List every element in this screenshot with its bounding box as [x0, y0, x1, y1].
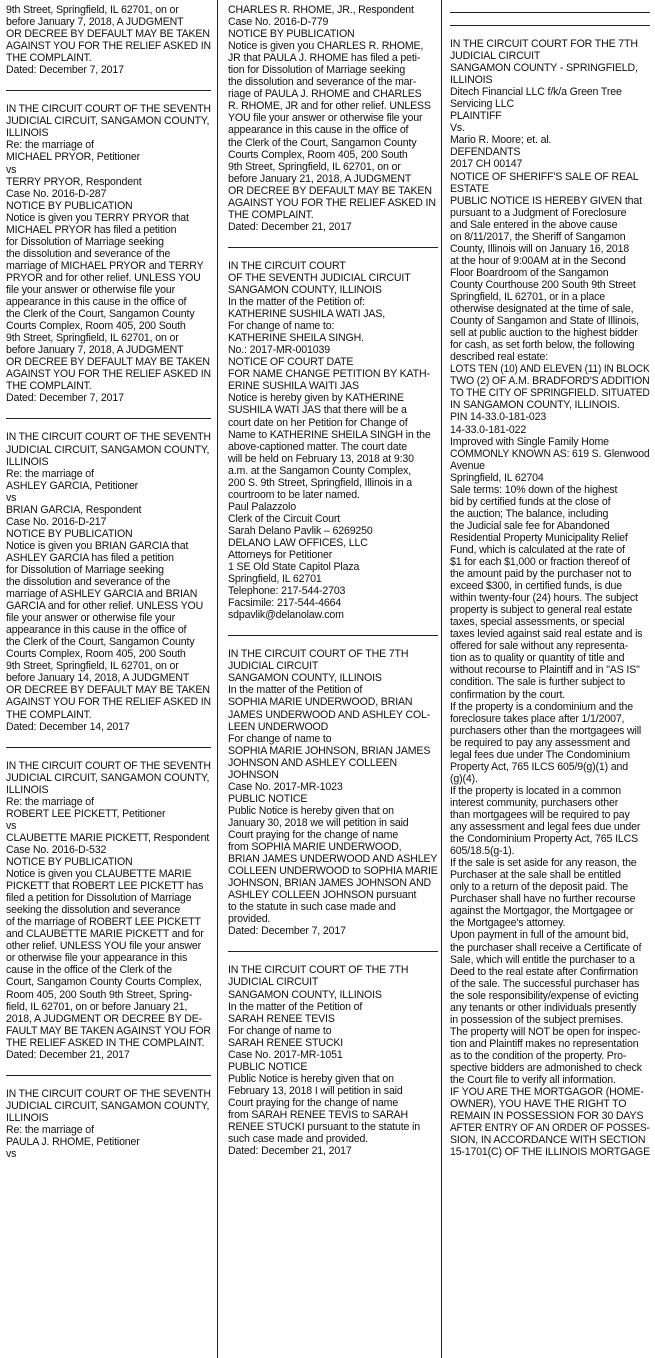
notice-line: interest community, purchasers other	[450, 796, 619, 809]
notice-line: MICHAEL PRYOR, Petitioner	[6, 151, 141, 164]
notice-line: tion and Plaintiff makes no representation	[450, 1037, 639, 1050]
notice-line: MICHAEL PRYOR has filed a petition	[6, 223, 177, 236]
notice-line: Re: the marriage of	[6, 1123, 94, 1136]
notice-line: taxes, special assessments, or special	[450, 616, 625, 629]
notice-line: ASHLEY GARCIA has filed a petition	[6, 551, 174, 564]
notice-line: KATHERINE SHEILA SINGH.	[228, 332, 364, 345]
notice-line: vs	[6, 819, 17, 832]
notice-line: Attorneys for Petitioner	[228, 549, 333, 562]
notice-line: Springfield, IL 62701, or in a place	[450, 290, 605, 303]
notice-line: Dated: December 7, 2017	[6, 392, 124, 405]
notice-line: for cash, as set forth below, the following	[450, 339, 635, 352]
notice-line: Fund, which is calculated at the rate of	[450, 543, 625, 556]
legal-notice	[6, 431, 211, 738]
notice-line: provided.	[228, 913, 271, 926]
notice-line: the dissolution and severance of the	[6, 247, 171, 260]
notice-line: Court praying for the change of name	[228, 1096, 399, 1109]
notice-line: PICKETT that ROBERT LEE PICKETT has	[6, 880, 204, 893]
notice-line: SANGAMON COUNTY, ILLINOIS	[228, 672, 382, 685]
notice-line: IN THE CIRCUIT COURT OF THE 7TH	[228, 648, 409, 661]
notice-line: only to a return of the deposit paid. The	[450, 881, 628, 894]
notice-line: appearance in this cause in the office of	[6, 296, 187, 309]
notice-line: cause in the office of the Clerk of the	[6, 964, 172, 977]
notice-line: Courts Complex, Room 405, 200 South	[228, 148, 408, 161]
notice-line: JUDICIAL CIRCUIT, SANGAMON COUNTY,	[6, 771, 210, 784]
notice-line: for Dissolution of Marriage seeking	[6, 563, 164, 576]
notice-line: PAULA J. RHOME, Petitioner	[6, 1135, 140, 1148]
notice-line: tion as to quality or quantity of title and	[450, 652, 625, 665]
notice-line: ERINE SUSHILA WAITI JAS	[228, 380, 359, 393]
notice-line: ILLINOIS	[450, 74, 493, 87]
notice-line: vs	[6, 491, 17, 504]
notice-line: of the marriage of ROBERT LEE PICKETT	[6, 916, 201, 929]
notice-line: NOTICE OF SHERIFF'S SALE OF REAL	[450, 170, 639, 183]
notice-line: sdpavlik@delanolaw.com	[228, 609, 344, 622]
notice-line: JAMES UNDERWOOD AND ASHLEY COL-	[228, 708, 431, 721]
notice-line: Dated: December 7, 2017	[6, 64, 124, 77]
notice-line: vs	[6, 1148, 17, 1161]
notice-line: IN THE CIRCUIT COURT OF THE 7TH	[228, 964, 409, 977]
notice-line: Notice is given you TERRY PRYOR that	[6, 211, 189, 224]
notice-line: seeking the dissolution and severance	[6, 904, 181, 917]
notice-line: taxes levied against said real estate and is	[450, 628, 643, 641]
notice-line: OR DECREE BY DEFAULT MAY BE TAKEN	[6, 684, 210, 697]
notice-line: be required to pay any assessment and	[450, 736, 630, 749]
notice-line: courtroom to be later named.	[228, 488, 360, 501]
notice-line: OR DECREE BY DEFAULT MAY BE TAKEN	[6, 28, 210, 41]
notice-line: and CLAUBETTE MARIE PICKETT and for	[6, 928, 204, 941]
notice-line: such case made and provided.	[228, 1133, 369, 1146]
notice-line: Notice is hereby given by KATHERINE	[228, 392, 404, 405]
notice-line: LEEN UNDERWOOD	[228, 720, 329, 733]
notice-line: SUSHILA WATI JAS that there will be a	[228, 404, 407, 417]
notice-line: FOR NAME CHANGE PETITION BY KATH-	[228, 368, 430, 381]
notice-separator	[6, 747, 211, 748]
notice-line: pursuant to a Judgment of Foreclosure	[450, 206, 627, 219]
notice-line: the dissolution and severance of the	[6, 576, 171, 589]
notice-line: SANGAMON COUNTY, ILLINOIS	[228, 283, 382, 296]
notice-line: COLLEEN UNDERWOOD to SOPHIA MARIE	[228, 865, 438, 878]
notice-line: RENEE STUCKI pursuant to the statute in	[228, 1121, 420, 1134]
notice-line: 1 SE Old State Capitol Plaza	[228, 561, 360, 574]
legal-notice	[6, 760, 211, 1067]
notice-line: against the Mortgagor, the Mortgagee or	[450, 905, 634, 918]
notice-line: IN THE CIRCUIT COURT OF THE SEVENTH	[6, 431, 211, 444]
notice-separator	[450, 25, 650, 26]
notice-line: County Courthouse 200 South 9th Street	[450, 278, 636, 291]
notice-line: a.m. at the Sangamon County Complex,	[228, 464, 412, 477]
notice-line: vs	[6, 163, 17, 176]
notice-line: purchasers other than the mortgagees will	[450, 724, 642, 737]
notice-line: Springfield, IL 62701	[228, 573, 322, 586]
notice-line: 2017 CH 00147	[450, 158, 523, 171]
notice-line: ILLINOIS	[6, 455, 49, 468]
notice-line: foreclosure takes place after 1/1/2007,	[450, 712, 625, 725]
notice-line: For change of name to:	[228, 320, 335, 333]
notice-line: above-captioned matter. The court date	[228, 440, 408, 453]
notice-line: before January 7, 2018, A JUDGMENT	[6, 344, 184, 357]
notice-line: YOU file your answer or otherwise file your	[228, 112, 423, 125]
notice-line: 2018, A JUDGMENT OR DECREE BY DE-	[6, 1012, 202, 1025]
notice-line: ILLINOIS	[6, 1111, 49, 1124]
notice-line: No.: 2017-MR-001039	[228, 344, 330, 357]
notice-line: ILLINOIS	[6, 127, 49, 140]
notice-line: GARCIA and for other relief. UNLESS YOU	[6, 600, 204, 613]
notice-line: Servicing LLC	[450, 98, 514, 111]
notice-line: offered for sale without any representa-	[450, 640, 629, 653]
notice-line: JUDICIAL CIRCUIT	[450, 50, 541, 63]
notice-line: Property Act, 765 ILCS 605/9(g)(1) and	[450, 760, 629, 773]
notice-line: PIN 14-33.0-181-023	[450, 411, 547, 424]
notice-line: CHARLES R. RHOME, JR., Respondent	[228, 4, 414, 16]
notice-line: OR DECREE BY DEFAULT MAY BE TAKEN	[228, 184, 432, 197]
notice-line: JOHNSON	[228, 768, 279, 781]
notice-line: LOTS TEN (10) AND ELEVEN (11) IN BLOCK	[450, 363, 650, 376]
notice-line: JUDICIAL CIRCUIT, SANGAMON COUNTY,	[6, 115, 210, 128]
notice-line: TWO (2) OF A.M. BRADFORD'S ADDITION	[450, 375, 650, 388]
notice-separator	[228, 635, 438, 636]
notice-line: In the matter of the Petition of	[228, 1000, 363, 1013]
notice-line: within twenty-four (24) hours. The subject	[450, 592, 638, 605]
notice-line: County of Sangamon and State of Illinois,	[450, 315, 639, 328]
notice-line: any tenants or other individuals presently	[450, 1001, 637, 1014]
notice-line: before January 7, 2018, A JUDGMENT	[6, 16, 184, 29]
notice-line: ASHLEY GARCIA, Petitioner	[6, 479, 139, 492]
notice-line: Dated: December 21, 2017	[228, 220, 352, 233]
legal-notice	[450, 38, 650, 1164]
notice-line: COMMONLY KNOWN AS: 619 S. Glenwood	[450, 447, 650, 460]
notice-line: THE COMPLAINT.	[6, 52, 92, 65]
notice-line: January 30, 2018 we will petition in said	[228, 816, 409, 829]
legal-notice	[228, 964, 438, 1163]
notice-line: THE COMPLAINT.	[6, 708, 92, 721]
notice-line: Sale, which will entitle the purchaser to a	[450, 953, 635, 966]
notice-line: NOTICE BY PUBLICATION	[6, 856, 133, 868]
notice-line: legal fees due under The Condominium	[450, 748, 630, 761]
notice-separator	[228, 951, 438, 952]
notice-line: than mortgagees will be required to pay	[450, 809, 630, 821]
notice-line: spective bidders are admonished to check	[450, 1061, 642, 1074]
notice-line: PRYOR and for other relief. UNLESS YOU	[6, 271, 201, 284]
notice-line: appearance in this cause in the office of	[228, 124, 409, 137]
notice-separator	[6, 418, 211, 419]
legal-notice	[228, 4, 438, 239]
notice-line: ESTATE	[450, 182, 489, 195]
notice-line: Telephone: 217-544-2703	[228, 585, 346, 598]
notice-line: For change of name to	[228, 1024, 332, 1037]
column-1	[6, 4, 211, 1166]
notice-line: Purchaser shall have no further recourse	[450, 893, 636, 906]
notice-line: Dated: December 14, 2017	[6, 720, 130, 733]
notice-line: PUBLIC NOTICE	[228, 1060, 308, 1073]
notice-line: Notice is given you CHARLES R. RHOME,	[228, 40, 424, 53]
notice-line: IF YOU ARE THE MORTGAGOR (HOME-	[450, 1086, 644, 1099]
notice-separator	[228, 247, 438, 248]
notice-line: JOHNSON, BRIAN JAMES JOHNSON AND	[228, 877, 431, 890]
notice-line: otherwise designated at the time of sale,	[450, 303, 634, 316]
notice-line: the Condominium Property Act, 765 ILCS	[450, 833, 639, 846]
notice-line: tion for Dissolution of Marriage seeking	[228, 64, 406, 77]
notice-line: court date on her Petition for Change of	[228, 416, 408, 429]
notice-line: 15-1701(C) OF THE ILLINOIS MORTGAGE	[450, 1146, 650, 1159]
notice-line: Notice is given you CLAUBETTE MARIE	[6, 868, 192, 881]
notice-line: as to the condition of the property. Pro-	[450, 1049, 627, 1062]
notice-line: SARAH RENEE TEVIS	[228, 1012, 335, 1025]
notice-line: In the matter of the Petition of:	[228, 296, 365, 309]
notice-line: Avenue	[450, 459, 485, 472]
notice-line: AFTER ENTRY OF AN ORDER OF POSSES-	[450, 1122, 650, 1135]
notice-line: DEFENDANTS	[450, 146, 521, 159]
notice-line: SOPHIA MARIE UNDERWOOD, BRIAN	[228, 696, 413, 709]
notice-line: February 13, 2018 I will petition in said	[228, 1084, 403, 1097]
notice-line: Case No. 2016-D-532	[6, 843, 107, 856]
notice-line: NOTICE BY PUBLICATION	[228, 28, 355, 41]
notice-line: the Mortgagee's attorney.	[450, 917, 566, 930]
notice-line: will be held on February 13, 2018 at 9:30	[228, 452, 414, 465]
notice-line: 9th Street, Springfield, IL 62701, on or	[228, 160, 401, 173]
notice-line: file your answer or otherwise file your	[6, 283, 176, 296]
notice-line: 605/18.5(g-1).	[450, 845, 515, 858]
notice-line: Courts Complex, Room 405, 200 South	[6, 320, 186, 333]
notice-line: BRIAN GARCIA, Respondent	[6, 503, 142, 516]
notice-line: If the property is a condominium and the	[450, 700, 634, 713]
notice-line: AGAINST YOU FOR THE RELIEF ASKED IN	[6, 696, 211, 709]
notice-line: TO THE CITY OF SPRINGFIELD. SITUATED	[450, 387, 650, 400]
notice-line: THE RELIEF ASKED IN THE COMPLAINT.	[6, 1036, 205, 1049]
notice-line: IN SANGAMON COUNTY, ILLINOIS.	[450, 399, 620, 412]
notice-line: DELANO LAW OFFICES, LLC	[228, 536, 368, 549]
notice-line: Paul Palazzolo	[228, 500, 296, 513]
notice-line: Public Notice is hereby given that on	[228, 1072, 394, 1085]
notice-separator	[6, 1075, 211, 1076]
notice-line: JUDICIAL CIRCUIT, SANGAMON COUNTY,	[6, 443, 210, 456]
notice-line: bid by certified funds at the close of	[450, 495, 611, 508]
notice-line: the Clerk of the Court, Sangamon County	[6, 636, 195, 649]
notice-line: the Judicial sale fee for Abandoned	[450, 519, 610, 532]
notice-line: and Sale entered in the above cause	[450, 218, 618, 231]
notice-line: on 8/11/2017, the Sheriff of Sangamon	[450, 230, 626, 243]
notice-line: AGAINST YOU FOR THE RELIEF ASKED IN	[6, 40, 211, 53]
notice-line: or otherwise file your appearance in this	[6, 952, 188, 965]
notice-line: Re: the marriage of	[6, 139, 94, 152]
notice-line: NOTICE OF COURT DATE	[228, 356, 354, 369]
notice-line: Court praying for the change of name	[228, 829, 399, 841]
notice-line: Case No. 2016-D-217	[6, 515, 107, 528]
notice-line: Case No. 2017-MR-1023	[228, 780, 343, 793]
notice-line: Upon payment in full of the amount bid,	[450, 929, 629, 942]
notice-line: any assessment and legal fees due under	[450, 821, 641, 834]
notice-line: Sale terms: 10% down of the highest	[450, 483, 618, 496]
notice-line: the Clerk of the Court, Sangamon County	[228, 136, 417, 149]
notice-line: marriage of MICHAEL PRYOR and TERRY	[6, 259, 204, 272]
notice-line: the Clerk of the Court, Sangamon County	[6, 308, 195, 321]
notice-line: JUDICIAL CIRCUIT	[228, 976, 319, 989]
notice-line: JUDICIAL CIRCUIT	[228, 660, 319, 673]
notice-line: IN THE CIRCUIT COURT	[228, 259, 346, 272]
notice-line: REMAIN IN POSSESSION FOR 30 DAYS	[450, 1110, 644, 1123]
notice-line: NOTICE BY PUBLICATION	[6, 527, 133, 540]
notice-line: OR DECREE BY DEFAULT MAY BE TAKEN	[6, 356, 210, 369]
notice-line: Vs.	[450, 122, 465, 135]
notice-line: IN THE CIRCUIT COURT FOR THE 7TH	[450, 38, 638, 50]
notice-separator	[450, 12, 650, 13]
notice-line: PLAINTIFF	[450, 110, 502, 123]
notice-line: FAULT MAY BE TAKEN AGAINST YOU FOR	[6, 1024, 211, 1037]
notice-line: Purchaser at the sale shall be entitled	[450, 869, 621, 882]
notice-line: from SARAH RENEE TEVIS to SARAH	[228, 1108, 409, 1121]
notice-line: file your answer or otherwise file your	[6, 612, 176, 625]
notice-line: SION, IN ACCORDANCE WITH SECTION	[450, 1134, 646, 1147]
notice-line: Mario R. Moore; et. al.	[450, 134, 552, 147]
notice-line: County, Illinois will on January 16, 2018	[450, 242, 630, 255]
notice-line: the purchaser shall receive a Certificate of	[450, 941, 642, 954]
notice-line: Public Notice is hereby given that on	[228, 804, 394, 817]
notice-line: condition. The sale is further subject to	[450, 676, 626, 689]
column-divider	[217, 0, 218, 1358]
notice-line: Re: the marriage of	[6, 795, 94, 808]
notice-line: Re: the marriage of	[6, 467, 94, 480]
notice-line: Courts Complex, Room 405, 200 South	[6, 648, 186, 661]
notice-line: If the sale is set aside for any reason, the	[450, 857, 637, 870]
column-divider	[441, 0, 442, 1358]
notice-line: Clerk of the Circuit Court	[228, 512, 341, 525]
notice-line: OF THE SEVENTH JUDICIAL CIRCUIT	[228, 271, 411, 284]
notice-line: Springfield, IL 62704	[450, 471, 544, 484]
notice-line: $1 for each $1,000 or fraction thereof of	[450, 556, 630, 569]
notice-line: Room 405, 200 South 9th Street, Spring-	[6, 988, 193, 1001]
notice-line: OWNER), YOU HAVE THE RIGHT TO	[450, 1098, 627, 1111]
notice-line: filed a petition for Dissolution of Marriage	[6, 892, 192, 905]
notice-line: before January 14, 2018, A JUDGMENT	[6, 672, 190, 685]
notice-line: before January 21, 2018, A JUDGMENT	[228, 172, 412, 185]
notice-line: NOTICE BY PUBLICATION	[6, 199, 133, 212]
notice-line: SANGAMON COUNTY - SPRINGFIELD,	[450, 62, 638, 75]
notice-line: THE COMPLAINT.	[6, 380, 92, 393]
notice-separator	[6, 90, 211, 91]
notice-line: Dated: December 21, 2017	[228, 1145, 352, 1158]
notice-line: Notice is given you BRIAN GARCIA that	[6, 539, 189, 552]
notice-line: AGAINST YOU FOR THE RELIEF ASKED IN	[228, 196, 436, 209]
notice-line: 14-33.0-181-022	[450, 423, 527, 436]
notice-line: field, IL 62701, on or before January 21,	[6, 1000, 188, 1013]
notice-line: at the hour of 9:00AM at in the Second	[450, 254, 626, 267]
notice-line: Dated: December 21, 2017	[6, 1048, 130, 1061]
notice-line: confirmation by the court.	[450, 688, 566, 701]
column-2	[228, 4, 438, 1163]
notice-line: ASHLEY COLLEEN JOHNSON pursuant	[228, 889, 417, 902]
notice-line: Name to KATHERINE SHEILA SINGH in the	[228, 428, 431, 441]
legal-notice	[228, 648, 438, 943]
notice-line: the Court file to verify all information.	[450, 1074, 616, 1087]
notice-line: Dated: December 7, 2017	[228, 925, 346, 938]
notice-line: Case No. 2016-D-287	[6, 187, 107, 200]
notice-line: Facsimile: 217-544-4664	[228, 597, 342, 610]
notice-line: 9th Street, Springfield, IL 62701, on or	[6, 332, 179, 345]
notice-line: exceed $300, in certified funds, is due	[450, 580, 623, 593]
notice-line: of the sale. The successful purchaser has	[450, 977, 640, 990]
notice-line: KATHERINE SUSHILA WATI JAS,	[228, 308, 386, 321]
notice-line: Floor Boardroom of the Sangamon	[450, 266, 609, 279]
notice-line: If the property is located in a common	[450, 784, 621, 797]
notice-line: riage of PAULA J. RHOME and CHARLES	[228, 88, 422, 101]
notice-line: described real estate:	[450, 351, 548, 364]
notice-line: ILLINOIS	[6, 783, 49, 796]
notice-line: IN THE CIRCUIT COURT OF THE SEVENTH	[6, 103, 211, 116]
notice-line: in possession of the subject premises.	[450, 1013, 624, 1026]
notice-line: appearance in this cause in the office of	[6, 624, 187, 637]
notice-line: CLAUBETTE MARIE PICKETT, Respondent	[6, 831, 210, 844]
notice-line: Case No. 2017-MR-1051	[228, 1048, 343, 1061]
notice-line: PUBLIC NOTICE IS HEREBY GIVEN that	[450, 194, 642, 207]
notice-line: Court, Sangamon County Courts Complex,	[6, 976, 202, 989]
notice-line: 9th Street, Springfield, IL 62701, on or	[6, 4, 179, 16]
notice-line: JR that PAULA J. RHOME has filed a peti-	[228, 52, 421, 65]
notice-line: JUDICIAL CIRCUIT, SANGAMON COUNTY,	[6, 1099, 210, 1112]
notice-line: property is subject to general real estate	[450, 604, 633, 617]
legal-notice	[6, 1088, 211, 1166]
notice-line: SANGAMON COUNTY, ILLINOIS	[228, 988, 382, 1001]
notice-line: the auction; The balance, including	[450, 507, 609, 520]
column-3	[450, 4, 650, 1164]
notice-line: TERRY PRYOR, Respondent	[6, 175, 142, 188]
notice-line: the sole responsibility/expense of evicting	[450, 989, 639, 1002]
notice-line: BRIAN JAMES UNDERWOOD AND ASHLEY	[228, 853, 438, 866]
notice-line: Improved with Single Family Home	[450, 435, 609, 448]
notice-line: without recourse to Plaintiff and in "AS IS"	[450, 664, 640, 677]
notice-line: The property will NOT be open for inspec-	[450, 1025, 641, 1038]
legal-notice	[228, 260, 438, 627]
notice-line: IN THE CIRCUIT COURT OF THE SEVENTH	[6, 759, 211, 772]
notice-line: IN THE CIRCUIT COURT OF THE SEVENTH	[6, 1087, 211, 1100]
notice-line: In the matter of the Petition of	[228, 684, 363, 697]
notice-line: Residential Property Municipality Relief	[450, 531, 628, 544]
notice-line: for Dissolution of Marriage seeking	[6, 235, 164, 248]
notice-line: Case No. 2016-D-779	[228, 16, 329, 29]
notice-line: JOHNSON AND ASHLEY COLLEEN	[228, 756, 397, 769]
notice-line: AGAINST YOU FOR THE RELIEF ASKED IN	[6, 368, 211, 381]
notice-line: to the statute in such case made and	[228, 901, 396, 914]
notice-line: the amount paid by the purchaser not to	[450, 568, 632, 581]
notice-line: SOPHIA MARIE JOHNSON, BRIAN JAMES	[228, 744, 431, 757]
notice-line: 200 S. 9th Street, Springfield, Illinois in a	[228, 476, 413, 489]
notice-line: Ditech Financial LLC f/k/a Green Tree	[450, 86, 622, 99]
notice-line: other relief. UNLESS YOU file your answer	[6, 940, 202, 953]
notice-line: THE COMPLAINT.	[228, 208, 314, 221]
notice-line: SARAH RENEE STUCKI	[228, 1036, 344, 1049]
notice-line: PUBLIC NOTICE	[228, 792, 308, 805]
notice-line: sell at public auction to the highest bidder	[450, 327, 638, 340]
legal-notice	[6, 4, 211, 82]
notice-line: from SOPHIA MARIE UNDERWOOD,	[228, 841, 402, 854]
notice-line: Sarah Delano Pavlik – 6269250	[228, 524, 373, 537]
notice-line: (g)(4).	[450, 772, 478, 785]
notice-line: ROBERT LEE PICKETT, Petitioner	[6, 807, 166, 820]
notice-line: R. RHOME, JR and for other relief. UNLESS	[228, 100, 431, 113]
legal-notice	[6, 103, 211, 410]
notice-line: the dissolution and severance of the mar-	[228, 76, 417, 89]
notice-line: 9th Street, Springfield, IL 62701, on or	[6, 660, 179, 673]
notice-line: Deed to the real estate after Confirmation	[450, 965, 639, 978]
notice-line: For change of name to	[228, 732, 332, 745]
notice-line: marriage of ASHLEY GARCIA and BRIAN	[6, 588, 198, 601]
